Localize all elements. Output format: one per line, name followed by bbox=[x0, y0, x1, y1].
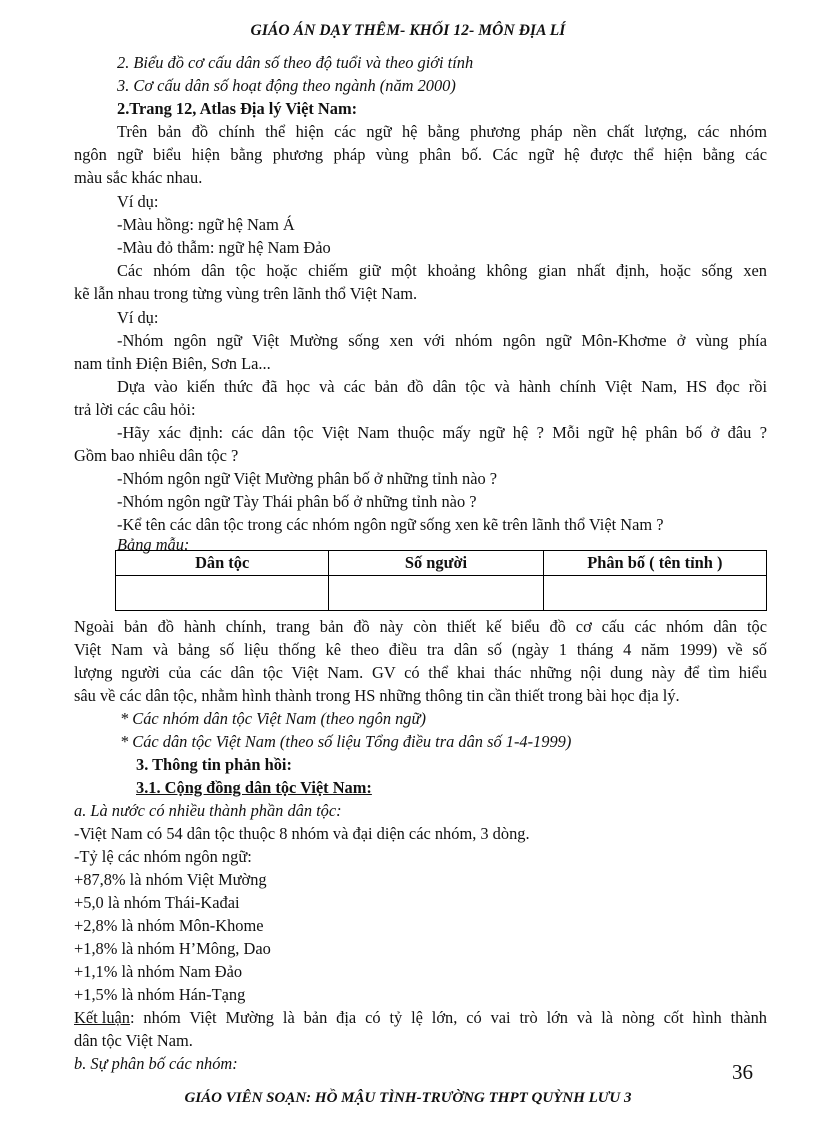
section-2-heading: 2.Trang 12, Atlas Địa lý Việt Nam: bbox=[117, 99, 358, 118]
para4-line2: Việt Nam và bảng số liệu thống kê theo điều tra dân số (ngày 1 tháng 4 năm 1999) về số bbox=[74, 640, 767, 659]
group-item: +1,8% là nhóm H’Mông, Dao bbox=[74, 939, 271, 958]
table-header-row bbox=[116, 551, 767, 576]
ratio-label: -Tỷ lệ các nhóm ngôn ngữ: bbox=[74, 847, 252, 866]
page-footer: GIÁO VIÊN SOẠN: HỒ MẬU TÌNH-TRƯỜNG THPT QUỲNH LƯU 3 bbox=[184, 1090, 632, 1106]
table-header-ethnicity: Dân tộc bbox=[116, 551, 329, 576]
sample-table bbox=[115, 550, 767, 611]
question-4: -Kể tên các dân tộc trong các nhóm ngôn ngữ sống xen kẽ trên lãnh thổ Việt Nam ? bbox=[117, 515, 664, 534]
question-1-line1: -Hãy xác định: các dân tộc Việt Nam thuộc mấy ngữ hệ ? Mỗi ngữ hệ phân bố ở đâu ? bbox=[117, 423, 767, 442]
example-label-2: Ví dụ: bbox=[117, 308, 159, 327]
intro-item-2: 2. Biểu đồ cơ cấu dân số theo độ tuổi và theo giới tính bbox=[117, 53, 474, 72]
para4-line1: Ngoài bản đồ hành chính, trang bản đồ này còn thiết kế biểu đồ cơ cấu các nhóm dân tộc bbox=[74, 617, 767, 636]
note-2: * Các dân tộc Việt Nam (theo số liệu Tổng điều tra dân số 1-4-1999) bbox=[120, 732, 572, 751]
example2-line2: nam tỉnh Điện Biên, Sơn La... bbox=[74, 354, 271, 373]
section-3-heading: 3. Thông tin phản hồi: bbox=[136, 755, 292, 774]
table-cell bbox=[116, 576, 329, 611]
para2-line2: kẽ lẫn nhau trong từng vùng trên lãnh thổ Việt Nam. bbox=[74, 284, 418, 303]
para3-line1: Dựa vào kiến thức đã học và các bản đồ dân tộc và hành chính Việt Nam, HS đọc rồi bbox=[117, 377, 767, 396]
conclusion-line2: dân tộc Việt Nam. bbox=[74, 1031, 193, 1050]
example-label-1: Ví dụ: bbox=[117, 192, 159, 211]
note-1: * Các nhóm dân tộc Việt Nam (theo ngôn ngữ) bbox=[120, 709, 426, 728]
para2-line1: Các nhóm dân tộc hoặc chiếm giữ một khoảng không gian nhất định, hoặc sống xen bbox=[117, 261, 767, 280]
table-header-population: Số người bbox=[329, 551, 543, 576]
table-caption: Bảng mẫu: bbox=[117, 535, 190, 554]
group-item: +87,8% là nhóm Việt Mường bbox=[74, 870, 267, 889]
group-item: +1,5% là nhóm Hán-Tạng bbox=[74, 985, 246, 1004]
intro-item-3: 3. Cơ cấu dân số hoạt động theo ngành (năm 2000) bbox=[117, 76, 456, 95]
table-header-distribution: Phân bố ( tên tỉnh ) bbox=[543, 551, 766, 576]
group-item: +1,1% là nhóm Nam Đảo bbox=[74, 962, 243, 981]
para4-line4: sâu về các dân tộc, nhằm hình thành trong HS những thông tin cần thiết trong bài học địa lý. bbox=[74, 686, 680, 705]
para3-line2: trả lời các câu hỏi: bbox=[74, 400, 196, 419]
conclusion-line1 bbox=[74, 1007, 767, 1029]
section-3-1-heading: 3.1. Cộng đồng dân tộc Việt Nam: bbox=[136, 778, 372, 797]
para1-line1: Trên bản đồ chính thể hiện các ngữ hệ bằng phương pháp nền chất lượng, các nhóm bbox=[117, 122, 767, 141]
example2-line1: -Nhóm ngôn ngữ Việt Mường sống xen với nhóm ngôn ngữ Môn-Khơme ở vùng phía bbox=[117, 331, 767, 350]
subsection-a: a. Là nước có nhiều thành phần dân tộc: bbox=[74, 801, 342, 820]
question-1-line2: Gồm bao nhiêu dân tộc ? bbox=[74, 446, 239, 465]
color-dark-red: -Màu đỏ thẫm: ngữ hệ Nam Đảo bbox=[117, 238, 331, 257]
page-header: GIÁO ÁN DẠY THÊM- KHỐI 12- MÔN ĐỊA LÍ bbox=[250, 22, 566, 39]
group-item: +5,0 là nhóm Thái-Kađai bbox=[74, 893, 240, 912]
para1-line2: ngôn ngữ biểu hiện bằng phương pháp vùng phân bố. Các ngữ hệ được thể hiện bằng các bbox=[74, 145, 767, 164]
table-row bbox=[116, 576, 767, 611]
fact-1: -Việt Nam có 54 dân tộc thuộc 8 nhóm và đại diện các nhóm, 3 dòng. bbox=[74, 824, 530, 843]
conclusion-label: Kết luận bbox=[74, 1008, 130, 1027]
conclusion-text-1: : nhóm Việt Mường là bản địa có tỷ lệ lớn, có vai trò lớn và là nòng cốt hình thành bbox=[129, 1008, 767, 1027]
para4-line3: lượng người của các dân tộc Việt Nam. GV có thể khai thác những nội dung này để tìm hiểu bbox=[74, 663, 767, 682]
page-number: 36 bbox=[732, 1060, 753, 1084]
question-2: -Nhóm ngôn ngữ Việt Mường phân bố ở những tỉnh nào ? bbox=[117, 469, 498, 488]
subsection-b: b. Sự phân bố các nhóm: bbox=[74, 1054, 238, 1073]
table-cell bbox=[543, 576, 766, 611]
para1-line3: màu sắc khác nhau. bbox=[74, 168, 203, 187]
question-3: -Nhóm ngôn ngữ Tày Thái phân bố ở những tỉnh nào ? bbox=[117, 492, 477, 511]
table-cell bbox=[329, 576, 543, 611]
group-item: +2,8% là nhóm Môn-Khome bbox=[74, 916, 264, 935]
color-pink: -Màu hồng: ngữ hệ Nam Á bbox=[117, 215, 295, 234]
